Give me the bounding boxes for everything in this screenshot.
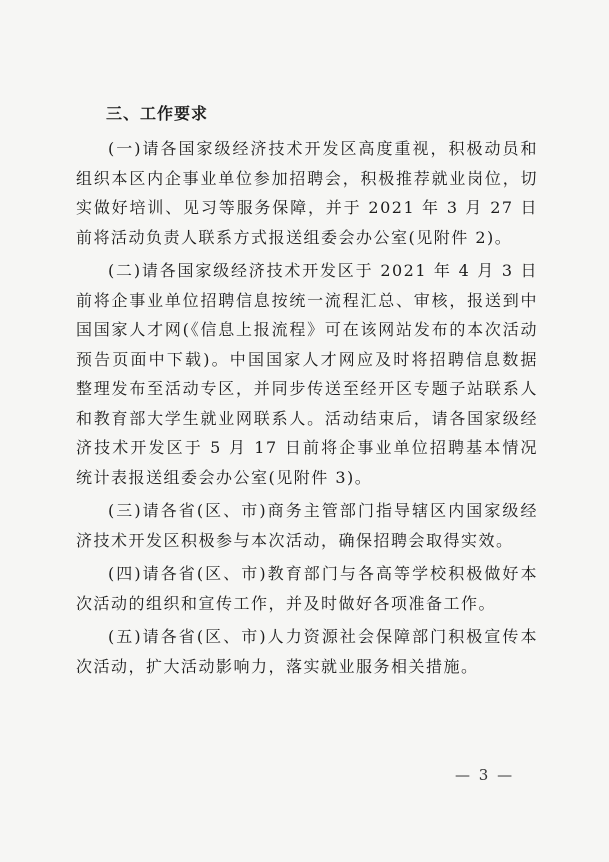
paragraph-5: (五)请各省(区、市)人力资源社会保障部门积极宣传本次活动，扩大活动影响力，落实就业服务相关措施。 — [76, 627, 538, 676]
section-heading: 三、工作要求 — [106, 104, 209, 123]
document-body — [76, 134, 538, 685]
paragraph-1: (一)请各国家级经济技术开发区高度重视，积极动员和组织本区内企事业单位参加招聘会，积极推荐就业岗位，切实做好培训、见习等服务保障，并于 2021 年 3 月 27 日前将活动负责人联系方式报送组委会办公室(见附件 2)。 — [76, 139, 538, 247]
paragraph-2: (二)请各国家级经济技术开发区于 2021 年 4 月 3 日前将企事业单位招聘信息按统一流程汇总、审核，报送到中国国家人才网(《信息上报流程》可在该网站发布的本次活动预告页面中下载)。中国国家人才网应及时将招聘信息数据整理发布至活动专区，并同步传送至经开区专题子站联系人和教育部大学生就业网联系人。活动结束后，请各国家级经济技术开发区于 5 月 17 日前将企事业单位招聘基本情况统计表报送组委会办公室(见附件 3)。 — [76, 261, 538, 487]
page-number: — 3 — — [455, 766, 515, 784]
paragraph-3: (三)请各省(区、市)商务主管部门指导辖区内国家级经济技术开发区积极参与本次活动，确保招聘会取得实效。 — [76, 501, 538, 550]
paragraph-4: (四)请各省(区、市)教育部门与各高等学校积极做好本次活动的组织和宣传工作，并及时做好各项准备工作。 — [76, 564, 538, 613]
